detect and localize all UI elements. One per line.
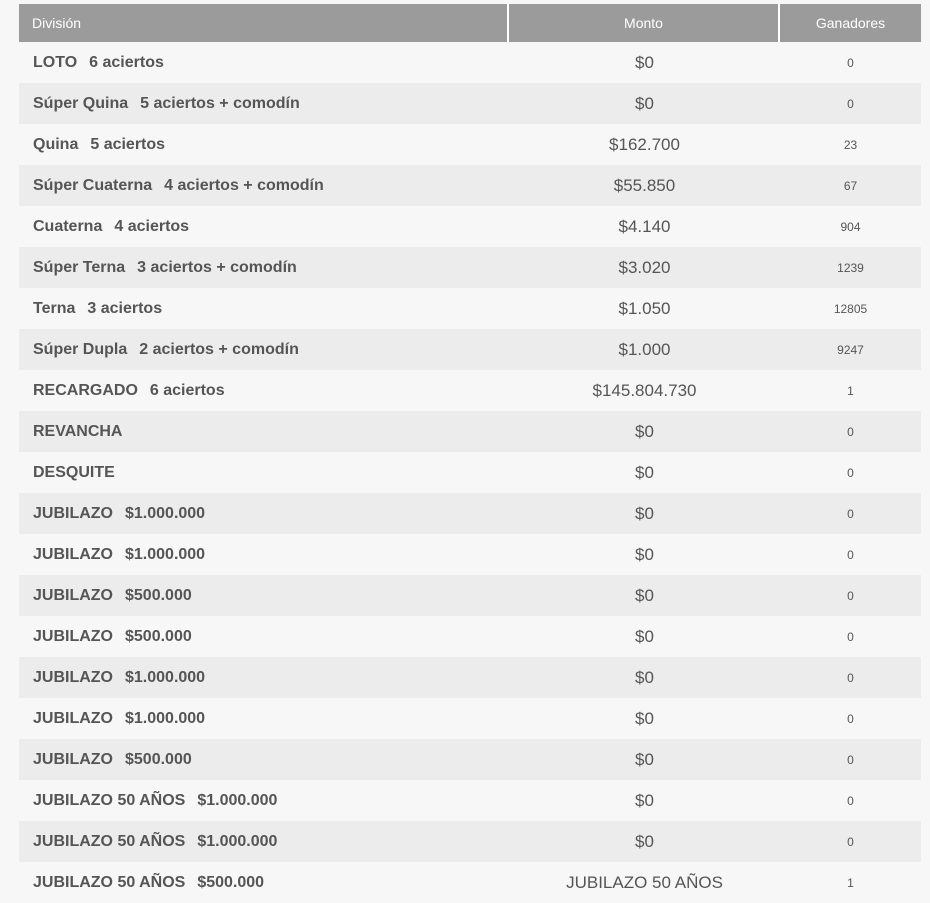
winners-cell: 1 (780, 862, 921, 903)
division-detail: 5 aciertos + comodín (140, 94, 300, 112)
division-cell (19, 493, 509, 534)
division-cell (19, 657, 509, 698)
division-name: DESQUITE (33, 463, 115, 481)
winners-cell: 0 (780, 780, 921, 821)
division-detail: 3 aciertos (87, 299, 163, 317)
amount-cell: $0 (509, 821, 780, 862)
winners-cell: 0 (780, 83, 921, 124)
header-division: División (19, 4, 509, 42)
table-row (19, 370, 921, 411)
division-name: JUBILAZO (33, 709, 113, 727)
division-cell (19, 534, 509, 575)
division-detail: $500.000 (125, 627, 192, 645)
table-row (19, 493, 921, 534)
winners-cell: 23 (780, 124, 921, 165)
winners-cell: 0 (780, 616, 921, 657)
division-name: Súper Quina (33, 94, 129, 112)
amount-cell: $0 (509, 411, 780, 452)
table-row (19, 83, 921, 124)
table-row (19, 698, 921, 739)
table-row (19, 329, 921, 370)
header-winners: Ganadores (780, 4, 921, 42)
amount-cell: $4.140 (509, 206, 780, 247)
amount-cell: $0 (509, 534, 780, 575)
division-detail: 4 aciertos (114, 217, 190, 235)
division-detail: 2 aciertos + comodín (139, 340, 299, 358)
division-cell (19, 329, 509, 370)
division-name: LOTO (33, 53, 78, 71)
table-row (19, 206, 921, 247)
amount-cell: $0 (509, 42, 780, 83)
division-cell (19, 42, 509, 83)
division-detail: $500.000 (125, 586, 192, 604)
division-detail: 6 aciertos (89, 53, 164, 71)
division-name: JUBILAZO 50 AÑOS (33, 873, 186, 891)
division-detail: $1.000.000 (125, 709, 206, 727)
division-name: Súper Dupla (33, 340, 128, 358)
division-detail: $500.000 (125, 750, 192, 768)
winners-cell: 0 (780, 493, 921, 534)
winners-cell: 0 (780, 575, 921, 616)
division-detail: $500.000 (197, 873, 265, 891)
division-cell (19, 370, 509, 411)
division-detail: $1.000.000 (125, 668, 206, 686)
division-name: JUBILAZO (33, 586, 113, 604)
amount-cell: JUBILAZO 50 AÑOS (509, 862, 780, 903)
division-name: RECARGADO (33, 381, 138, 399)
division-cell (19, 411, 509, 452)
winners-cell: 1 (780, 370, 921, 411)
division-detail: $1.000.000 (125, 504, 206, 522)
table-row (19, 657, 921, 698)
amount-cell: $3.020 (509, 247, 780, 288)
division-name: Quina (33, 135, 79, 153)
division-cell (19, 698, 509, 739)
division-detail: 6 aciertos (149, 381, 225, 399)
division-cell (19, 247, 509, 288)
division-name: JUBILAZO 50 AÑOS (33, 832, 186, 850)
amount-cell: $0 (509, 739, 780, 780)
division-name: Súper Cuaterna (33, 176, 153, 194)
division-name: REVANCHA (33, 422, 123, 440)
division-cell (19, 739, 509, 780)
prize-results-table (19, 4, 921, 903)
division-cell (19, 575, 509, 616)
table-header-row (19, 4, 921, 42)
division-detail: 4 aciertos + comodín (164, 176, 324, 194)
table-row (19, 739, 921, 780)
winners-cell: 904 (780, 206, 921, 247)
winners-cell: 0 (780, 698, 921, 739)
table-row (19, 575, 921, 616)
table-row (19, 288, 921, 329)
division-detail: 5 aciertos (90, 135, 166, 153)
amount-cell: $0 (509, 83, 780, 124)
amount-cell: $55.850 (509, 165, 780, 206)
table-row (19, 452, 921, 493)
division-detail: $1.000.000 (197, 791, 278, 809)
division-name: JUBILAZO (33, 668, 113, 686)
division-name: JUBILAZO (33, 627, 113, 645)
division-cell (19, 616, 509, 657)
division-detail: 3 aciertos + comodín (137, 258, 297, 276)
division-cell (19, 124, 509, 165)
table-row (19, 862, 921, 903)
amount-cell: $0 (509, 780, 780, 821)
division-name: JUBILAZO (33, 504, 113, 522)
amount-cell: $0 (509, 493, 780, 534)
amount-cell: $1.000 (509, 329, 780, 370)
winners-cell: 67 (780, 165, 921, 206)
division-name: JUBILAZO (33, 750, 113, 768)
winners-cell: 0 (780, 657, 921, 698)
header-amount: Monto (509, 4, 780, 42)
division-name: Súper Terna (33, 258, 126, 276)
division-cell (19, 452, 509, 493)
table-row (19, 780, 921, 821)
amount-cell: $145.804.730 (509, 370, 780, 411)
winners-cell: 0 (780, 739, 921, 780)
division-detail: $1.000.000 (197, 832, 278, 850)
division-cell (19, 83, 509, 124)
amount-cell: $0 (509, 657, 780, 698)
table-row (19, 411, 921, 452)
table-body (19, 42, 921, 903)
table-row (19, 165, 921, 206)
division-name: JUBILAZO (33, 545, 113, 563)
amount-cell: $0 (509, 616, 780, 657)
division-cell (19, 288, 509, 329)
division-name: JUBILAZO 50 AÑOS (33, 791, 186, 809)
division-name: Cuaterna (33, 217, 103, 235)
amount-cell: $0 (509, 575, 780, 616)
winners-cell: 0 (780, 452, 921, 493)
amount-cell: $1.050 (509, 288, 780, 329)
division-cell (19, 821, 509, 862)
table-row (19, 821, 921, 862)
division-name: Terna (33, 299, 76, 317)
division-cell (19, 780, 509, 821)
winners-cell: 0 (780, 42, 921, 83)
division-cell (19, 862, 509, 903)
winners-cell: 1239 (780, 247, 921, 288)
amount-cell: $0 (509, 698, 780, 739)
amount-cell: $162.700 (509, 124, 780, 165)
division-detail: $1.000.000 (125, 545, 206, 563)
table-row (19, 534, 921, 575)
table-row (19, 124, 921, 165)
winners-cell: 0 (780, 411, 921, 452)
division-cell (19, 165, 509, 206)
table-row (19, 247, 921, 288)
table-row (19, 616, 921, 657)
table-row (19, 42, 921, 83)
winners-cell: 9247 (780, 329, 921, 370)
division-cell (19, 206, 509, 247)
amount-cell: $0 (509, 452, 780, 493)
winners-cell: 12805 (780, 288, 921, 329)
winners-cell: 0 (780, 821, 921, 862)
winners-cell: 0 (780, 534, 921, 575)
